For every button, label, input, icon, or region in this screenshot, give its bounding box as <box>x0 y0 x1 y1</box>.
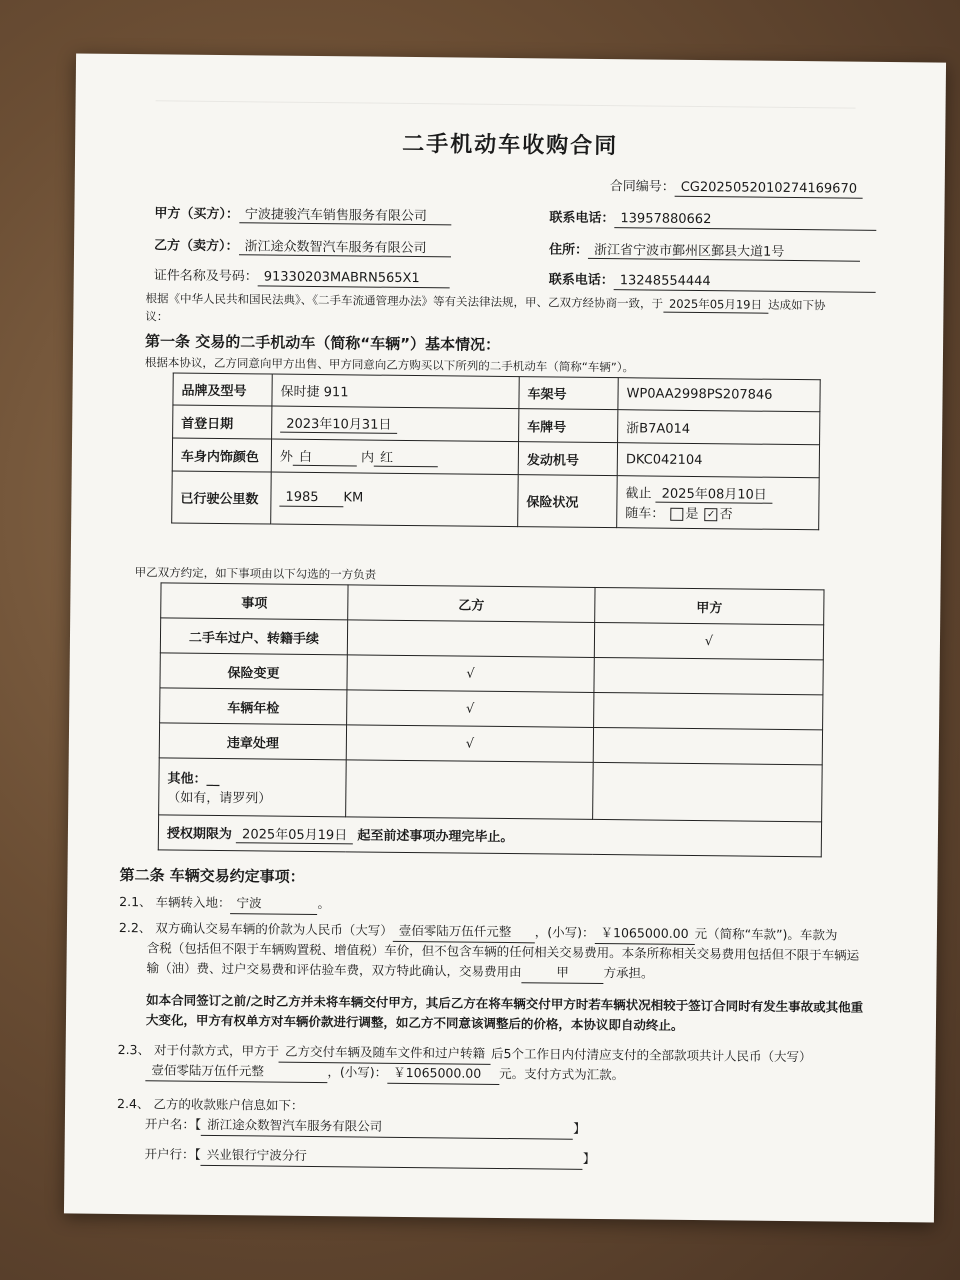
seller-phone-row: 联系电话： 13248554444 <box>549 268 876 292</box>
plate-value: 浙B7A014 <box>618 410 820 445</box>
duty-a-mark <box>593 727 822 764</box>
contract-no-row: 合同编号： CG2025052010274169670 <box>610 175 864 199</box>
vin-value: WP0AA2998PS207846 <box>618 378 820 412</box>
reg-label: 首登日期 <box>173 405 272 439</box>
duty-b-mark: √ <box>347 690 594 728</box>
price-upper: 壹佰零陆万伍仟元整 <box>393 921 535 943</box>
contract-no: CG2025052010274169670 <box>675 180 863 199</box>
duty-item: 保险变更 <box>160 653 347 690</box>
account-bank-row: 开户行：【 兴业银行宁波分行 】 <box>144 1144 595 1170</box>
bleed-through <box>156 90 856 108</box>
seller-name: 浙江途众数智汽车服务有限公司 <box>239 235 451 257</box>
duty-other-b <box>346 760 594 820</box>
intro-line-1: 根据《中华人民共和国民法典》、《二手车流通管理办法》等有关法律法规，甲、乙双方经协商一致，于 2025年05月19日 达成如下协 <box>145 291 826 313</box>
duty-a-mark <box>594 657 823 694</box>
reg-cell <box>272 406 519 442</box>
mileage-value: 1985 <box>279 490 343 508</box>
checkbox-no[interactable]: ✓ <box>705 508 718 521</box>
mileage-cell: 1985 KM <box>271 472 519 527</box>
color-label: 车身内饰颜色 <box>172 438 271 472</box>
duty-item: 违章处理 <box>159 723 346 760</box>
buyer-name: 宁波捷骏汽车销售服务有限公司 <box>239 203 451 225</box>
duty-b-mark <box>347 620 594 658</box>
clause-2-2-line2: 含税（包括但不限于车辆购置税、增值税）车价，但不包含车辆的任何相关交易费用。本条所称相关交易费用包括但不限于车辆运 <box>146 940 860 963</box>
vehicle-info-table <box>171 373 821 531</box>
table-row <box>159 758 823 822</box>
reg-value: 2023年10月31日 <box>280 413 397 434</box>
engine-value: DKC042104 <box>617 443 819 478</box>
interior-color: 红 <box>374 447 438 468</box>
id-row: 证件名称及号码： 91330203MABRN565X1 <box>154 264 450 288</box>
intro-date: 2025年05月19日 <box>663 296 768 314</box>
duty-item: 车辆年检 <box>160 688 347 725</box>
clause-2-2-bold-1: 如本合同签订之前/之时乙方并未将车辆交付甲方，其后乙方在将车辆交付甲方时若车辆状况相较于签订合同时有发生事故或其他重 <box>146 992 864 1015</box>
clause-2-1: 2.1、 车辆转入地： 宁波 。 <box>119 892 330 915</box>
duty-b-mark: √ <box>346 725 593 763</box>
address-row: 住所： 浙江省宁波市鄞州区鄞县大道1号 <box>549 238 860 261</box>
brand-value: 保时捷 911 <box>272 374 519 409</box>
price-lower: ￥1065000.00 <box>594 923 694 945</box>
section-1-title: 第一条 交易的二手机动车（简称“车辆”）基本情况： <box>144 332 501 354</box>
page-title: 二手机动车收购合同 <box>402 131 619 160</box>
clause-2-2-line3: 输（油）费、过户交易费和评估验车费，双方特此确认，交易费用由 甲 方承担。 <box>146 958 906 987</box>
insurance-label: 保险状况 <box>518 475 618 528</box>
color-cell: 外 白 内 红 <box>271 439 518 475</box>
section-2-title: 第二条 车辆交易约定事项： <box>119 865 305 886</box>
clause-2-2-bold-2: 大变化，甲方有权单方对车辆价款进行调整，如乙方不同意该调整后的价格，本协议即自动终止。 <box>145 1012 684 1033</box>
table-row <box>158 815 821 857</box>
duty-other-cell: 其他：__ （如有，请罗列） <box>159 758 347 817</box>
account-name-row: 开户名：【 浙江途众数智汽车服务有限公司 】 <box>145 1114 586 1140</box>
fee-party: 甲 <box>521 962 603 984</box>
duty-item: 二手车过户、转籍手续 <box>160 618 347 655</box>
clause-2-4: 2.4、 乙方的收款账户信息如下： <box>117 1095 304 1113</box>
buyer-phone-row: 联系电话： 13957880662 <box>549 206 876 230</box>
insurance-until: 2025年08月10日 <box>656 483 773 504</box>
clause-2-2: 2.2、 双方确认交易车辆的价款为人民币（大写） 壹佰零陆万伍仟元整 ，(小写)： ￥1065000.00 元（简称“车款”)。车款为 <box>119 918 899 947</box>
vin-label: 车架号 <box>519 377 618 410</box>
duty-a-mark <box>594 692 823 729</box>
buyer-row: 甲方（买方）： 宁波捷骏汽车销售服务有限公司 <box>154 202 451 225</box>
period-date: 2025年05月19日 <box>236 823 353 844</box>
engine-label: 发动机号 <box>518 442 617 476</box>
insurance-cell: 截止 2025年08月10日 随车： 是 ✓ 否 <box>617 476 820 530</box>
seller-row: 乙方（卖方）： 浙江途众数智汽车服务有限公司 <box>154 234 451 257</box>
intro-line-2: 议： <box>145 309 169 324</box>
duty-b-mark: √ <box>347 655 594 693</box>
checkbox-yes[interactable] <box>670 508 683 521</box>
duty-table <box>158 582 825 857</box>
account-name: 浙江途众数智汽车服务有限公司 <box>201 1115 573 1140</box>
buyer-phone: 13957880662 <box>614 211 876 231</box>
payment-upper: 壹佰零陆万伍仟元整 <box>145 1060 327 1083</box>
account-bank: 兴业银行宁波分行 <box>201 1145 583 1170</box>
contract-paper <box>64 53 946 1222</box>
seller-phone: 13248554444 <box>614 273 876 293</box>
mileage-label: 已行驶公里数 <box>172 471 272 524</box>
payment-lower: ￥1065000.00 <box>387 1063 499 1085</box>
id-number: 91330203MABRN565X1 <box>258 269 450 288</box>
duty-head-a: 甲方 <box>595 587 824 624</box>
seller-address: 浙江省宁波市鄞州区鄞县大道1号 <box>588 239 860 262</box>
duty-a-mark: √ <box>594 622 823 659</box>
clause-2-3: 2.3、 对于付款方式，甲方于 乙方交付车辆及随车文件和过户转籍 后5个工作日内付清应支付的全部款项共计人民币（大写） <box>117 1041 812 1065</box>
exterior-color: 白 <box>293 446 357 467</box>
plate-label: 车牌号 <box>519 409 618 443</box>
duty-other-a <box>593 762 823 821</box>
table-row <box>172 471 820 530</box>
duty-period-cell: 授权期限为 2025年05月19日 起至前述事项办理完毕止。 <box>158 815 821 857</box>
brand-label: 品牌及型号 <box>173 373 272 406</box>
clause-2-3-line2: 壹佰零陆万伍仟元整 ，(小写)： ￥1065000.00 元。支付方式为汇款。 <box>145 1060 905 1089</box>
payment-condition: 乙方交付车辆及随车文件和过户转籍 <box>279 1042 491 1065</box>
duty-intro: 甲乙双方约定，如下事项由以下勾选的一方负责 <box>134 565 377 582</box>
transfer-city: 宁波 <box>230 893 317 915</box>
duty-head-item: 事项 <box>161 583 348 620</box>
section-1-desc: 根据本协议，乙方同意向甲方出售、甲方同意向乙方购买以下所列的二手机动车（简称“车辆”）。 <box>144 355 635 375</box>
duty-head-b: 乙方 <box>348 585 595 623</box>
